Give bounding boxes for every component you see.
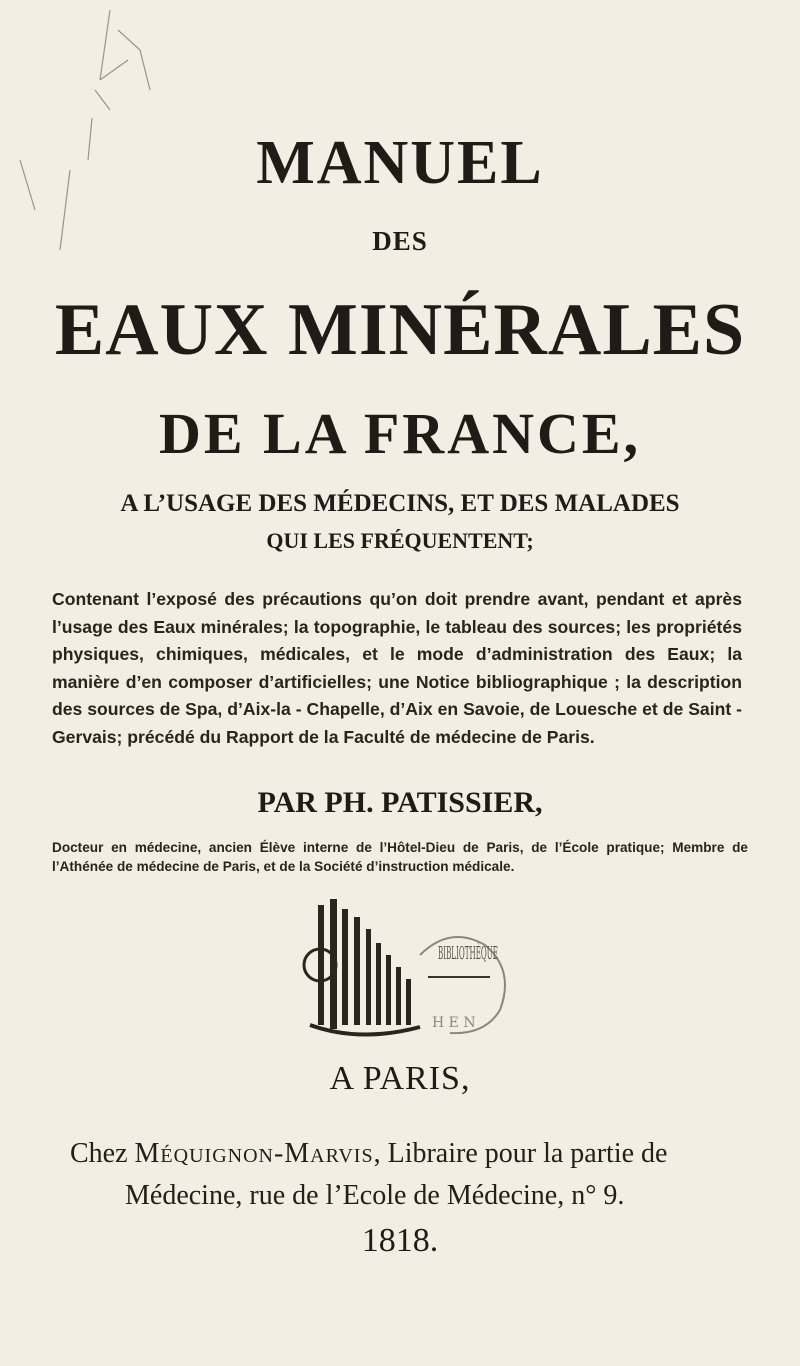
stamp-graphic (290, 895, 590, 1045)
imprint-line-1-rest: , Libraire pour la partie de (373, 1138, 668, 1169)
publication-year: 1818. (361, 1222, 439, 1259)
title-line-2: DES (372, 226, 428, 256)
audience-line-2: QUI LES FRÉQUENTENT; (266, 528, 534, 553)
imprint-line-2: Médecine, rue de l’Ecole de Médecine, n° 9. (125, 1180, 625, 1211)
author-qualifications: Docteur en médecine, ancien Élève interne de l’Hôtel-Dieu de Paris, de l’École pratique; Membre de l’Athénée de médecine de Paris, et de la Société d’instruction médicale. (52, 840, 748, 874)
place-of-publication: A PARIS, (329, 1060, 471, 1097)
imprint-line-1 (70, 1138, 667, 1170)
title-line-3: EAUX MINÉRALES (54, 289, 746, 371)
imprint-prefix: Chez (70, 1138, 135, 1169)
author-line: PAR PH. PATISSIER, (257, 786, 543, 819)
title-line-4: DE LA FRANCE, (158, 401, 642, 466)
stamp-text-bottom: H E N (432, 1015, 476, 1031)
audience-line-1: A L’USAGE DES MÉDECINS, ET DES MALADES (120, 490, 680, 517)
library-stamp (290, 895, 590, 1045)
description-paragraph: Contenant l’exposé des précautions qu’on doit prendre avant, pendant et après l’usage des Eaux minérales; la topographie, le tableau des sources; les propriétés physiques, chimiques, médicales, et le mode d’administration des Eaux; la manière d’en composer d’artificielles; une Notice bibliographique ; la description des sources de Spa, d’Aix-la - Chapelle, d’Aix en Savoie, de Louesche et de Saint - Gervais; précédé du Rapport de la Faculté de médecine de Paris. (52, 589, 742, 747)
imprint-publisher: Méquignon-Marvis (134, 1138, 374, 1169)
stamp-text-top: BIBLIOTHÈQUE (438, 943, 590, 964)
title-line-1: MANUEL (256, 129, 544, 197)
